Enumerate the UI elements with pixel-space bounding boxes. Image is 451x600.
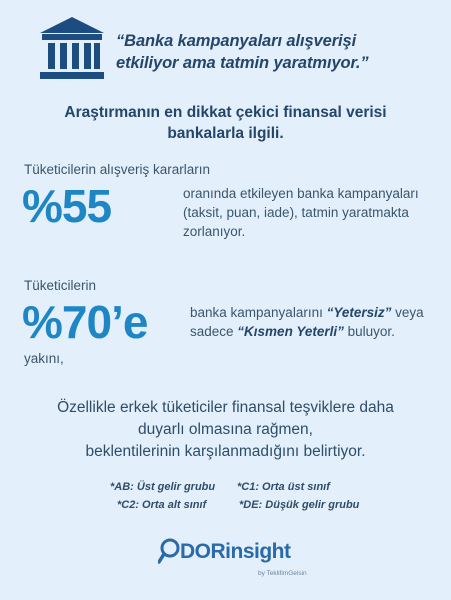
headline-quote: [116, 30, 441, 74]
closing-line-2: duyarlı olmasına rağmen,: [138, 421, 313, 438]
intro-line-1: Araştırmanın en dikkat çekici finansal verisi: [64, 104, 387, 121]
stat2-value: %70’e: [22, 296, 148, 348]
stat1-line-2: (taksit, puan, iade), tatmin yaratmakta: [183, 205, 409, 220]
stat1-value: %55: [22, 180, 112, 232]
stat2-bold-yetersiz: “Yetersiz”: [326, 305, 392, 320]
stat1-line-3: zorlanıyor.: [183, 224, 246, 239]
intro-text: [10, 102, 441, 144]
intro-line-2: bankalarla ilgili.: [167, 125, 284, 142]
stat2-bold-kismen: “Kısmen Yeterli”: [237, 324, 344, 339]
magnifier-logo-icon: [158, 537, 180, 565]
headline-line-2: etkiliyor ama tatmin yaratmıyor.”: [116, 54, 369, 72]
stat2-tail: yakını,: [24, 351, 64, 366]
closing-line-3: beklentilerinin karşılanmadığını belirtiyor.: [85, 443, 366, 460]
stat1-description: [183, 184, 443, 241]
closing-text: [10, 397, 441, 463]
stat2-text-c: sadece: [190, 324, 238, 339]
stat2-text-d: buluyor.: [343, 324, 395, 339]
stat1-lead: Tüketicilerin alışveriş kararların: [24, 162, 211, 177]
legend-c2: *C2: Orta alt sınıf: [117, 499, 207, 511]
logo-subtitle: by TeklifimGelsin: [258, 570, 307, 577]
stat2-lead: Tüketicilerin: [24, 278, 97, 293]
stat1-line-1: oranında etkileyen banka kampanyaları: [183, 186, 419, 201]
stat2-text-b: veya: [391, 305, 424, 320]
headline-line-1: “Banka kampanyaları alışverişi: [116, 32, 357, 50]
logo-wordmark: DORinsight: [180, 540, 291, 563]
bank-building-icon: [38, 13, 106, 83]
legend-de: *DE: Düşük gelir grubu: [239, 499, 360, 511]
legend-c1: *C1: Orta üst sınıf: [237, 481, 330, 493]
stat2-text-a: banka kampanyalarını: [190, 305, 327, 320]
legend-ab: *AB: Üst gelir grubu: [110, 481, 216, 493]
stat2-description: [190, 303, 440, 341]
closing-line-1: Özellikle erkek tüketiciler finansal teşviklere daha: [57, 399, 394, 416]
